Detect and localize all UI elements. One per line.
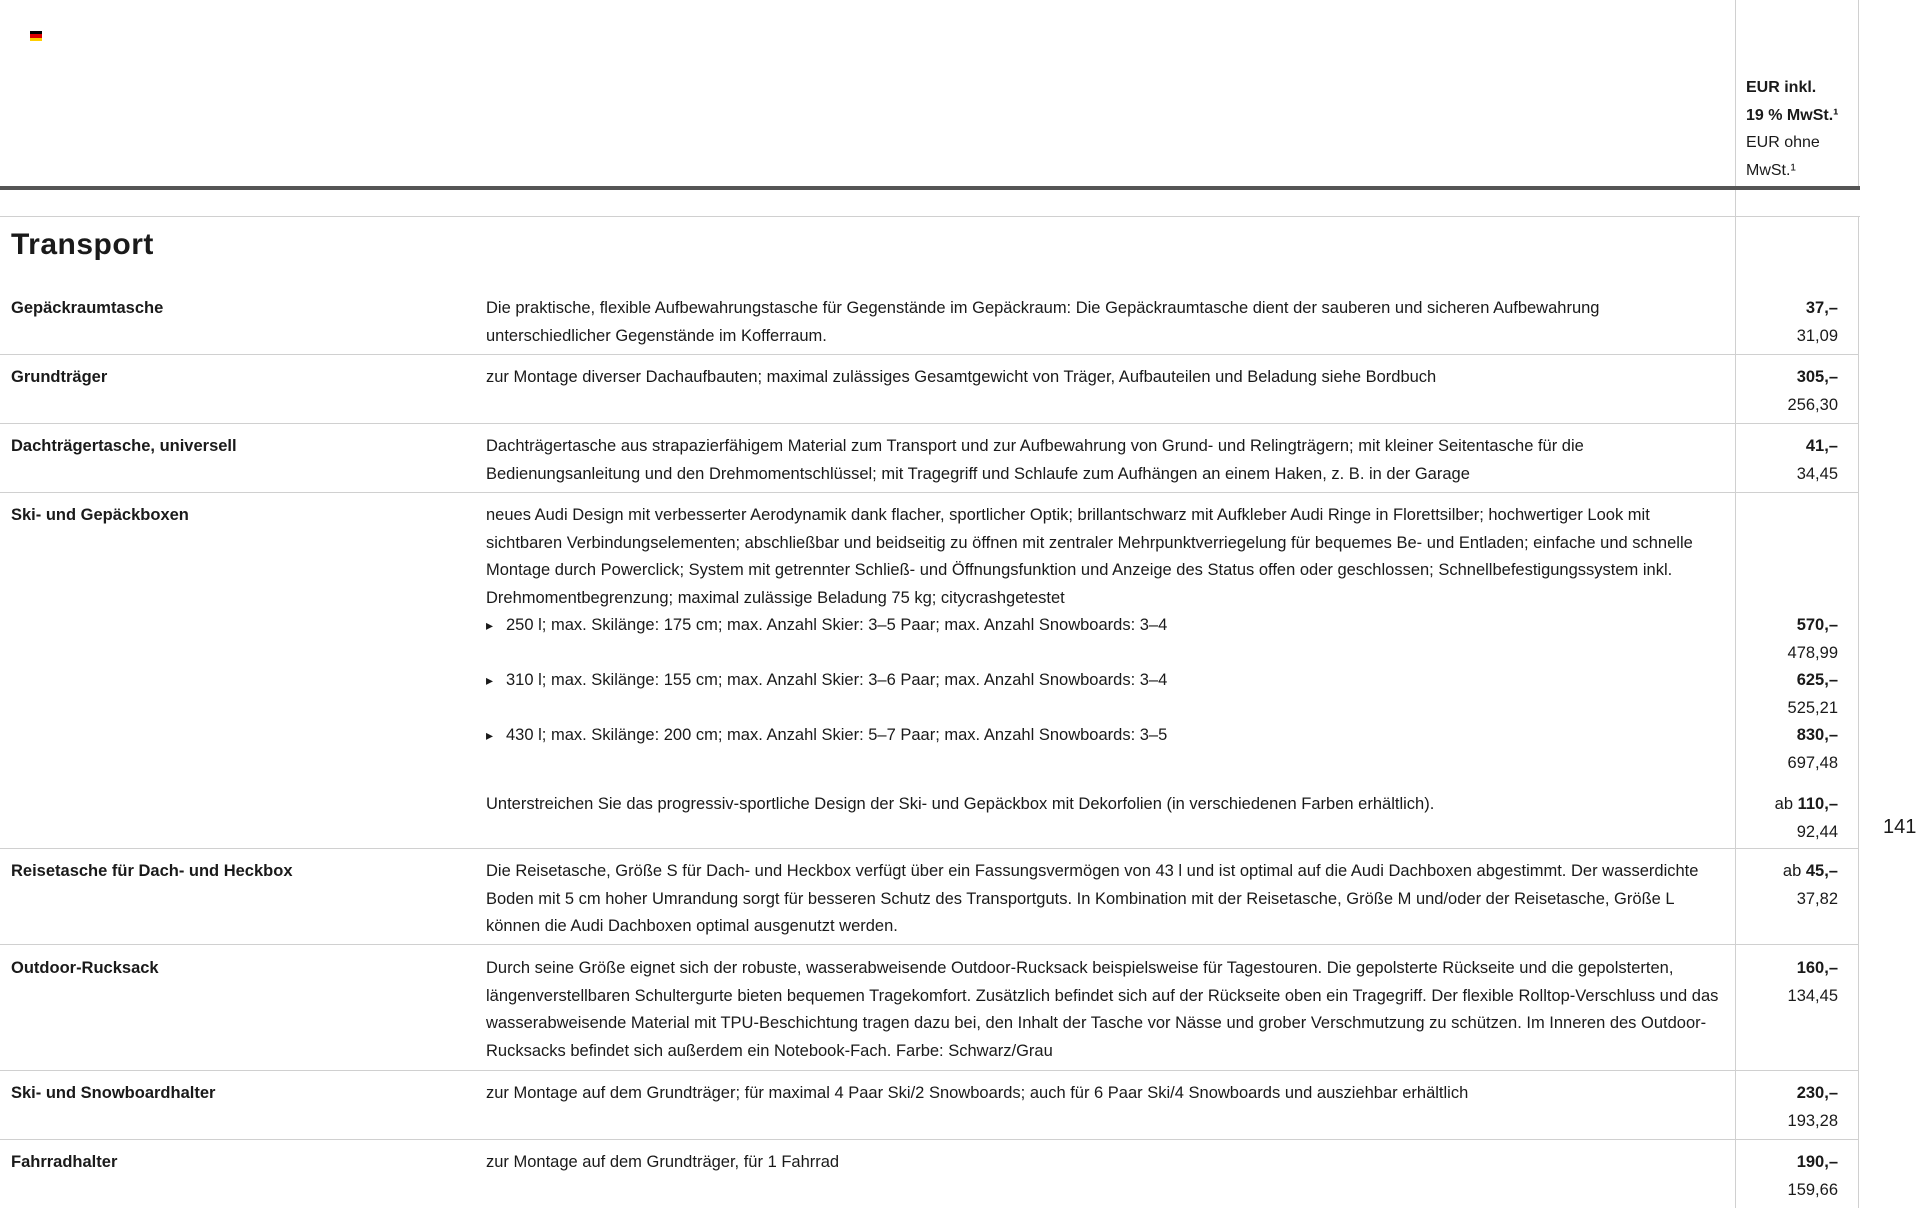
header-divider (0, 186, 1860, 190)
item-price (1746, 667, 1838, 722)
price-net: 525,21 (1787, 698, 1838, 717)
price-net: 697,48 (1787, 753, 1838, 772)
item-description: zur Montage auf dem Grundträger, für 1 Fahrrad (486, 1153, 840, 1171)
table-row (0, 433, 1858, 493)
variant-list-item: ▸ 310 l; max. Skilänge: 155 cm; max. Anzahl Skier: 3–6 Paar; max. Anzahl Snowboards: 3–4 (486, 667, 1167, 695)
price-net: 92,44 (1796, 822, 1838, 841)
item-description: neues Audi Design mit verbesserter Aerodynamik dank flacher, sportlicher Optik; brillantschwarz mit Aufkleber Audi Ringe in Florettsilber; hochwertiger Look mit sichtbaren Verbindungselementen; abschließbar und beidseitig zu öffnen mit zentraler Mehrpunktverriegelung für bequemes Be- und Entladen; einfache und schnelle Montage durch Powerclick; System mit getrennter Schließ- und Öffnungsfunktion und Anzeige des Status offen oder geschlossen; Schnellbefestigungssystem inkl. Drehmomentbegrenzung; maximal zulässige Beladung 75 kg; citycrashgetestet (486, 506, 1693, 607)
price-gross: 625,– (1796, 671, 1838, 689)
page-number: 141 (1883, 816, 1917, 838)
price-net: 37,82 (1796, 889, 1838, 908)
price-net: 134,45 (1787, 986, 1838, 1005)
item-price (1746, 433, 1838, 488)
price-net: 31,09 (1796, 326, 1838, 345)
price-gross: 41,– (1805, 437, 1838, 455)
price-gross: 570,– (1796, 616, 1838, 634)
table-row (0, 364, 1858, 424)
price-prefix: ab (1774, 795, 1794, 813)
price-column-right-border (1858, 216, 1859, 1208)
item-price (1746, 858, 1838, 913)
item-name: Ski- und Gepäckboxen (11, 506, 189, 524)
price-net: 159,66 (1787, 1180, 1838, 1199)
item-price (1746, 955, 1838, 1010)
price-gross: 110,– (1797, 795, 1838, 813)
price-gross: 230,– (1796, 1084, 1838, 1102)
section-divider (0, 216, 1860, 217)
net-price-label: EUR ohne (1746, 134, 1820, 151)
german-flag-icon (30, 31, 42, 41)
price-column-header (1746, 74, 1856, 184)
item-price (1746, 612, 1838, 667)
net-price-label-vat: MwSt.¹ (1746, 161, 1796, 179)
item-price (1746, 1149, 1838, 1204)
item-price (1746, 722, 1838, 777)
price-net: 256,30 (1787, 395, 1838, 414)
table-row (0, 502, 1858, 849)
price-gross: 190,– (1796, 1153, 1838, 1171)
item-description: Die Reisetasche, Größe S für Dach- und Heckbox verfügt über ein Fassungsvermögen von 43 l und ist optimal auf die Audi Dachboxen abgestimmt. Der wasserdichte Boden mit 5 cm hoher Umrandung sorgt für besseren Schutz des Transportguts. In Kombination mit der Reisetasche, Größe M und/oder der Reisetasche, Größe L können die Audi Dachboxen optimal ausgenutzt werden. (486, 862, 1699, 935)
price-prefix: ab (1782, 862, 1802, 880)
item-name: Fahrradhalter (11, 1153, 118, 1171)
item-price (1746, 1080, 1838, 1135)
item-name: Ski- und Snowboardhalter (11, 1084, 216, 1102)
item-price (1746, 364, 1838, 419)
item-name: Dachträgertasche, universell (11, 437, 237, 455)
table-row (0, 955, 1858, 1071)
item-description: zur Montage auf dem Grundträger; für maximal 4 Paar Ski/2 Snowboards; auch für 6 Paar Ski/4 Snowboards und ausziehbar erhältlich (486, 1084, 1469, 1102)
variant-list-item: ▸ 250 l; max. Skilänge: 175 cm; max. Anzahl Skier: 3–5 Paar; max. Anzahl Snowboards: 3–4 (486, 612, 1167, 640)
price-gross: 305,– (1796, 368, 1838, 386)
gross-price-label: EUR inkl. (1746, 79, 1817, 96)
price-gross: 830,– (1796, 726, 1838, 744)
item-description: Durch seine Größe eignet sich der robuste, wasserabweisende Outdoor-Rucksack beispielsweise für Tagestouren. Die gepolsterte Rückseite und die gepolsterten, längenverstellbaren Schultergurte bieten bequemen Tragekomfort. Zusätzlich befindet sich auf der Rückseite oben ein Tragegriff. Der flexible Rolltop-Verschluss und das wasserabweisende Material mit TPU-Beschichtung tragen dazu bei, den Inhalt der Tasche vor Nässe und grober Verschmutzung zu schützen. Im Inneren des Outdoor-Rucksacks befindet sich außerdem ein Notebook-Fach. Farbe: Schwarz/Grau (486, 959, 1719, 1060)
price-gross: 45,– (1805, 862, 1838, 880)
item-name: Reisetasche für Dach- und Heckbox (11, 862, 293, 880)
price-net: 34,45 (1796, 464, 1838, 483)
table-row (0, 1080, 1858, 1140)
item-name: Gepäckraumtasche (11, 299, 164, 317)
price-net: 478,99 (1787, 643, 1838, 662)
item-name: Outdoor-Rucksack (11, 959, 159, 977)
item-price (1746, 295, 1838, 350)
price-gross: 37,– (1805, 299, 1838, 317)
item-price (1746, 791, 1838, 846)
gross-price-label-vat: 19 % MwSt.¹ (1746, 106, 1839, 124)
table-row (0, 858, 1858, 945)
item-description: Dachträgertasche aus strapazierfähigem Material zum Transport und zur Aufbewahrung von Grund- und Relingträgern; mit kleiner Seitentasche für die Bedienungsanleitung und den Drehmomentschlüssel; mit Tragegriff und Schlaufe zum Aufhängen an einem Haken, z. B. in der Garage (486, 437, 1584, 483)
item-name: Grundträger (11, 368, 108, 386)
variant-list-item: ▸ 430 l; max. Skilänge: 200 cm; max. Anzahl Skier: 5–7 Paar; max. Anzahl Snowboards: 3–5 (486, 722, 1167, 750)
price-column-right-border (1858, 0, 1859, 190)
item-description: zur Montage diverser Dachaufbauten; maximal zulässiges Gesamtgewicht von Träger, Aufbauteilen und Beladung siehe Bordbuch (486, 368, 1437, 386)
item-description: Die praktische, flexible Aufbewahrungstasche für Gegenstände im Gepäckraum: Die Gepäckraumtasche dient der sauberen und sicheren Aufbewahrung unterschiedlicher Gegenstände im Kofferraum. (486, 299, 1600, 345)
price-gross: 160,– (1796, 959, 1838, 977)
decor-foil-note: Unterstreichen Sie das progressiv-sportliche Design der Ski- und Gepäckbox mit Dekorfolien (in verschiedenen Farben erhältlich). (486, 795, 1435, 813)
price-net: 193,28 (1787, 1111, 1838, 1130)
section-title: Transport (11, 228, 154, 261)
table-row (0, 1149, 1858, 1208)
table-row (0, 295, 1858, 355)
